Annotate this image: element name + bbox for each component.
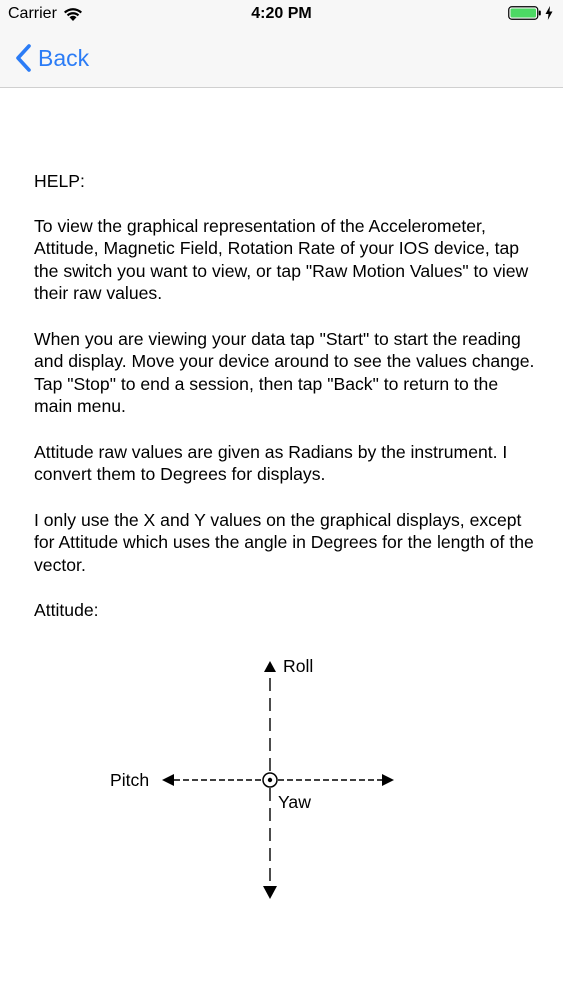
carrier-label: Carrier [8, 5, 57, 22]
help-paragraph-xy-values: I only use the X and Y values on the graphical displays, except for Attitude which uses the angle in Degrees for the length of the vector. [34, 509, 534, 575]
yaw-center-dot [268, 778, 272, 782]
back-button[interactable] [14, 40, 89, 76]
status-bar [0, 0, 563, 30]
status-right [508, 6, 553, 20]
help-paragraph-start-stop: When you are viewing your data tap "Start" to start the reading and display. Move your device around to see the values change. Tap "Stop" to end a session, then tap "Back" to return to the main menu. [34, 328, 535, 416]
help-paragraph-intro: To view the graphical representation of the Accelerometer, Attitude, Magnetic Field, Rotation Rate of your IOS device, tap the switch you want to view, or tap "Raw Motion Values" to view their raw values. [34, 215, 529, 303]
battery-icon [508, 6, 542, 20]
yaw-label: Yaw [278, 792, 311, 812]
arrow-right-icon [382, 774, 394, 786]
navigation-bar [0, 30, 563, 88]
roll-label: Roll [283, 656, 314, 676]
status-time: 4:20 PM [251, 5, 312, 22]
help-paragraph-radians: Attitude raw values are given as Radians by the instrument. I convert them to Degrees for displays. [34, 441, 508, 484]
pitch-arrow-left-icon [162, 774, 174, 786]
arrow-down-icon [263, 886, 277, 899]
chevron-left-icon [14, 43, 32, 73]
attitude-heading: Attitude: [34, 600, 99, 620]
back-button-label: Back [38, 44, 90, 71]
attitude-diagram [100, 648, 420, 908]
help-title: HELP: [34, 171, 85, 191]
help-content [34, 170, 539, 645]
charging-bolt-icon [545, 6, 553, 20]
roll-arrow-up-icon [264, 661, 276, 672]
pitch-label: Pitch [110, 770, 150, 790]
